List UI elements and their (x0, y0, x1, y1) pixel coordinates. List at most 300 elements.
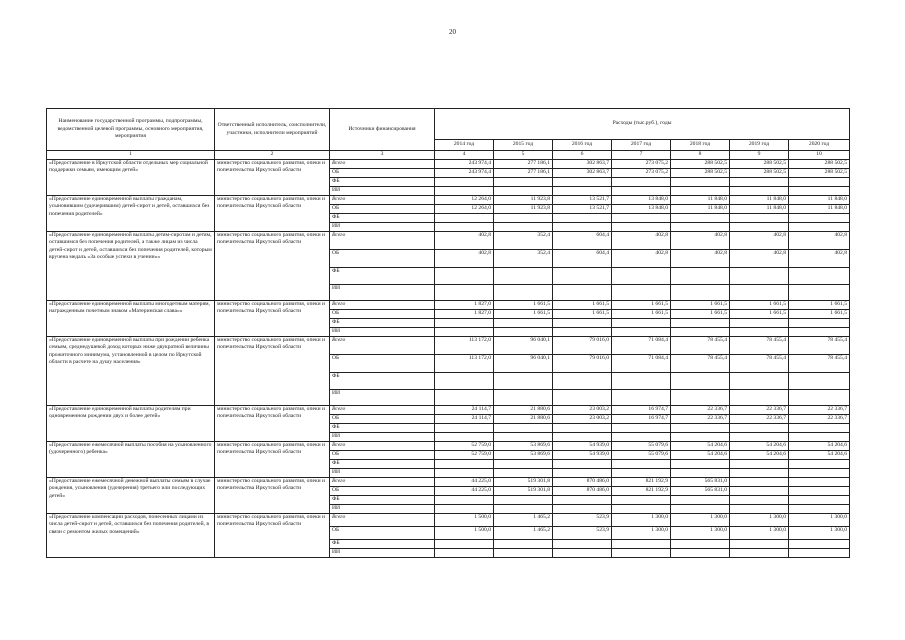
executor: министерство социального развития, опеки и попечительства Иркутской области (215, 513, 330, 557)
amount-cell (789, 423, 850, 432)
table-row (47, 231, 850, 249)
table-row (47, 513, 850, 526)
amount-cell (730, 486, 789, 495)
amount-cell: 22 336,7 (789, 414, 850, 423)
amount-cell (553, 327, 612, 336)
amount-cell (730, 284, 789, 300)
amount-cell: 1 661,5 (789, 300, 850, 309)
amount-cell: 352,4 (494, 249, 553, 267)
amount-cell: 12 264,0 (435, 204, 494, 213)
column-number: 6 (553, 151, 612, 160)
funding-source: ИИ (330, 284, 435, 300)
funding-source: ОБ (330, 249, 435, 267)
header-year: 2015 год (494, 140, 553, 151)
table-row (47, 336, 850, 354)
header-year: 2017 год (612, 140, 671, 151)
amount-cell (494, 432, 553, 441)
amount-cell: 1 500,0 (435, 513, 494, 526)
amount-cell (494, 504, 553, 513)
amount-cell (789, 495, 850, 504)
amount-cell (435, 186, 494, 195)
funding-source: ОБ (330, 526, 435, 539)
funding-source: ФБ (330, 267, 435, 284)
funding-source: Всего (330, 195, 435, 204)
amount-cell: 1 500,0 (435, 526, 494, 539)
amount-cell: 1 661,5 (553, 309, 612, 318)
amount-cell: 11 848,0 (671, 195, 730, 204)
amount-cell (494, 318, 553, 327)
amount-cell: 1 300,0 (730, 513, 789, 526)
amount-cell (730, 327, 789, 336)
amount-cell (612, 423, 671, 432)
amount-cell (494, 495, 553, 504)
amount-cell (671, 504, 730, 513)
amount-cell (671, 459, 730, 468)
amount-cell (671, 327, 730, 336)
amount-cell (789, 477, 850, 486)
amount-cell: 78 455,4 (671, 336, 730, 354)
amount-cell (612, 267, 671, 284)
amount-cell: 1 465,2 (494, 526, 553, 539)
header-expenses: Расходы (тыс.руб.), годы (435, 109, 850, 140)
amount-cell (789, 468, 850, 477)
amount-cell: 519 301,8 (494, 486, 553, 495)
funding-source: ИИ (330, 389, 435, 405)
amount-cell (612, 504, 671, 513)
amount-cell (671, 495, 730, 504)
amount-cell: 1 300,0 (612, 526, 671, 539)
amount-cell (553, 548, 612, 557)
amount-cell (789, 318, 850, 327)
amount-cell: 78 455,4 (671, 354, 730, 372)
column-number: 10 (789, 151, 850, 160)
amount-cell (671, 548, 730, 557)
amount-cell: 1 827,0 (435, 309, 494, 318)
amount-cell: 1 661,5 (730, 309, 789, 318)
amount-cell: 13 848,0 (612, 204, 671, 213)
amount-cell: 1 300,0 (730, 526, 789, 539)
financing-table (46, 108, 850, 558)
executor: министерство социального развития, опеки и попечительства Иркутской области (215, 300, 330, 336)
amount-cell: 1 300,0 (612, 513, 671, 526)
amount-cell: 1 300,0 (789, 526, 850, 539)
funding-source: ФБ (330, 423, 435, 432)
amount-cell: 54 204,6 (730, 441, 789, 450)
amount-cell (435, 423, 494, 432)
amount-cell: 273 075,2 (612, 168, 671, 177)
amount-cell (612, 389, 671, 405)
amount-cell: 52 759,0 (435, 450, 494, 459)
amount-cell (435, 284, 494, 300)
amount-cell: 22 336,7 (671, 405, 730, 414)
amount-cell (435, 267, 494, 284)
funding-source: ФБ (330, 177, 435, 186)
amount-cell: 71 084,4 (612, 336, 671, 354)
amount-cell: 402,8 (789, 231, 850, 249)
amount-cell (671, 284, 730, 300)
amount-cell: 288 502,5 (671, 168, 730, 177)
amount-cell (612, 495, 671, 504)
amount-cell: 277 186,1 (494, 168, 553, 177)
amount-cell (494, 389, 553, 405)
amount-cell (730, 186, 789, 195)
amount-cell (435, 468, 494, 477)
funding-source: Всего (330, 405, 435, 414)
amount-cell: 23 003,2 (553, 414, 612, 423)
program-name: «Предоставление единовременной выплаты гражданам, усыновившим (удочерившим) детей-сирот и детей, оставшихся без попечения родителей» (47, 195, 215, 231)
amount-cell (494, 267, 553, 284)
amount-cell (730, 267, 789, 284)
amount-cell (612, 468, 671, 477)
amount-cell (671, 318, 730, 327)
executor: министерство социального развития, опеки и попечительства Иркутской области (215, 195, 330, 231)
amount-cell: 113 172,0 (435, 336, 494, 354)
amount-cell (435, 318, 494, 327)
amount-cell (789, 222, 850, 231)
amount-cell: 821 192,9 (612, 486, 671, 495)
amount-cell: 16 974,7 (612, 414, 671, 423)
amount-cell: 1 300,0 (789, 513, 850, 526)
amount-cell (671, 177, 730, 186)
funding-source: ФБ (330, 372, 435, 389)
amount-cell (435, 495, 494, 504)
amount-cell (671, 432, 730, 441)
funding-source: ИИ (330, 222, 435, 231)
amount-cell (730, 539, 789, 548)
funding-source: ИИ (330, 432, 435, 441)
table-row (47, 195, 850, 204)
funding-source: ИИ (330, 186, 435, 195)
amount-cell: 604,4 (553, 249, 612, 267)
amount-cell (671, 267, 730, 284)
amount-cell: 11 848,0 (789, 204, 850, 213)
amount-cell (671, 372, 730, 389)
amount-cell (435, 548, 494, 557)
executor: министерство социального развития, опеки и попечительства Иркутской области (215, 405, 330, 441)
amount-cell: 13 521,7 (553, 195, 612, 204)
column-number: 7 (612, 151, 671, 160)
amount-cell: 1 465,2 (494, 513, 553, 526)
amount-cell (553, 222, 612, 231)
amount-cell (789, 186, 850, 195)
amount-cell: 519 301,8 (494, 477, 553, 486)
amount-cell: 24 114,7 (435, 405, 494, 414)
amount-cell: 243 974,4 (435, 159, 494, 168)
amount-cell (435, 327, 494, 336)
amount-cell (553, 186, 612, 195)
amount-cell: 54 204,6 (671, 450, 730, 459)
amount-cell (612, 539, 671, 548)
amount-cell (494, 222, 553, 231)
funding-source: ОБ (330, 204, 435, 213)
amount-cell (494, 372, 553, 389)
amount-cell (612, 222, 671, 231)
column-number: 4 (435, 151, 494, 160)
amount-cell: 1 661,5 (671, 309, 730, 318)
amount-cell: 1 300,0 (671, 513, 730, 526)
amount-cell (435, 459, 494, 468)
amount-cell (553, 432, 612, 441)
header-year: 2019 год (730, 140, 789, 151)
amount-cell (435, 504, 494, 513)
funding-source: ОБ (330, 168, 435, 177)
amount-cell (789, 284, 850, 300)
program-name: «Предоставление единовременной выплаты детям-сиротам и детям, оставшимся без попечения родителей, а также лицам из числа детей-сирот и детей, оставшихся без попечения родителей, которым вручена медаль «За особые успехи в учении»» (47, 231, 215, 300)
amount-cell (435, 539, 494, 548)
amount-cell: 604,4 (553, 231, 612, 249)
amount-cell (789, 432, 850, 441)
amount-cell: 523,9 (553, 526, 612, 539)
amount-cell: 402,8 (671, 249, 730, 267)
header-program: Наименование государственной программы, подпрограммы, ведомственной целевой программы, основного мероприятия, мероприятия (47, 109, 215, 151)
amount-cell (612, 213, 671, 222)
amount-cell: 1 661,5 (494, 300, 553, 309)
amount-cell: 53 869,6 (494, 450, 553, 459)
amount-cell (553, 318, 612, 327)
amount-cell (494, 327, 553, 336)
table-row (47, 159, 850, 168)
column-number: 8 (671, 151, 730, 160)
amount-cell: 1 661,5 (789, 309, 850, 318)
amount-cell: 870 486,0 (553, 486, 612, 495)
executor: министерство социального развития, опеки и попечительства Иркутской области (215, 159, 330, 195)
amount-cell: 11 848,0 (730, 204, 789, 213)
amount-cell: 79 016,0 (553, 336, 612, 354)
amount-cell (553, 495, 612, 504)
amount-cell (553, 459, 612, 468)
amount-cell (612, 186, 671, 195)
amount-cell: 302 863,7 (553, 168, 612, 177)
amount-cell: 288 502,5 (730, 168, 789, 177)
page-number: 20 (449, 28, 456, 36)
amount-cell (789, 177, 850, 186)
amount-cell (730, 548, 789, 557)
amount-cell (730, 468, 789, 477)
amount-cell: 44 225,0 (435, 486, 494, 495)
amount-cell: 44 225,0 (435, 477, 494, 486)
amount-cell (671, 468, 730, 477)
header-year: 2020 год (789, 140, 850, 151)
funding-source: Всего (330, 300, 435, 309)
program-name: «Предоставление в Иркутской области отдельных мер социальной поддержки семьям, имеющим детей» (47, 159, 215, 195)
amount-cell: 22 336,7 (671, 414, 730, 423)
amount-cell: 870 486,0 (553, 477, 612, 486)
amount-cell (730, 177, 789, 186)
amount-cell: 1 661,5 (730, 300, 789, 309)
funding-source: ИИ (330, 468, 435, 477)
program-name: «Предоставление единовременной выплаты при рождении ребенка семьям, среднедушевой доход которых ниже двукратной величины прожиточного минимума, установленной в целом по Иркутской области в расчете на душу населения» (47, 336, 215, 405)
amount-cell: 288 502,5 (671, 159, 730, 168)
table-row (47, 405, 850, 414)
amount-cell: 402,8 (612, 249, 671, 267)
amount-cell: 11 923,8 (494, 195, 553, 204)
amount-cell (612, 284, 671, 300)
amount-cell (494, 284, 553, 300)
amount-cell: 78 455,4 (789, 354, 850, 372)
amount-cell: 54 204,6 (789, 450, 850, 459)
amount-cell (671, 222, 730, 231)
amount-cell (553, 213, 612, 222)
funding-source: Всего (330, 477, 435, 486)
amount-cell (553, 267, 612, 284)
amount-cell (730, 372, 789, 389)
amount-cell: 96 040,1 (494, 354, 553, 372)
amount-cell: 55 079,6 (612, 441, 671, 450)
amount-cell (730, 222, 789, 231)
amount-cell: 288 502,5 (730, 159, 789, 168)
amount-cell (730, 432, 789, 441)
amount-cell (494, 177, 553, 186)
amount-cell: 78 455,4 (730, 354, 789, 372)
amount-cell (671, 423, 730, 432)
header-year: 2018 год (671, 140, 730, 151)
amount-cell: 23 003,2 (553, 405, 612, 414)
amount-cell: 24 114,7 (435, 414, 494, 423)
funding-source: ОБ (330, 414, 435, 423)
amount-cell: 288 502,5 (789, 159, 850, 168)
amount-cell: 1 661,5 (671, 300, 730, 309)
funding-source: ФБ (330, 318, 435, 327)
program-name: «Предоставление компенсации расходов, понесенных лицами из числа детей-сирот и детей, оставшихся без попечения родителей, в связи с ремонтом жилых помещений» (47, 513, 215, 557)
amount-cell (435, 222, 494, 231)
program-name: «Предоставление единовременной выплаты многодетным матерям, награжденным почетным знаком «Материнская слава»» (47, 300, 215, 336)
amount-cell (671, 213, 730, 222)
amount-cell (730, 495, 789, 504)
program-name: «Предоставление единовременной выплаты родителям при одновременном рождении двух и более детей» (47, 405, 215, 441)
amount-cell: 78 455,4 (730, 336, 789, 354)
amount-cell: 11 848,0 (730, 195, 789, 204)
amount-cell (553, 372, 612, 389)
funding-source: Всего (330, 231, 435, 249)
funding-source: ИИ (330, 548, 435, 557)
amount-cell: 16 974,7 (612, 405, 671, 414)
amount-cell: 13 848,0 (612, 195, 671, 204)
amount-cell (435, 432, 494, 441)
header-year: 2016 год (553, 140, 612, 151)
amount-cell: 523,9 (553, 513, 612, 526)
amount-cell (435, 177, 494, 186)
amount-cell (789, 539, 850, 548)
amount-cell: 277 186,1 (494, 159, 553, 168)
amount-cell: 402,8 (612, 231, 671, 249)
amount-cell (671, 186, 730, 195)
amount-cell (671, 389, 730, 405)
amount-cell (789, 213, 850, 222)
funding-source: ФБ (330, 539, 435, 548)
funding-source: Всего (330, 513, 435, 526)
funding-source: ОБ (330, 486, 435, 495)
amount-cell (435, 389, 494, 405)
amount-cell: 1 661,5 (553, 300, 612, 309)
amount-cell (612, 432, 671, 441)
amount-cell (789, 548, 850, 557)
amount-cell (789, 327, 850, 336)
amount-cell (789, 486, 850, 495)
amount-cell: 1 300,0 (671, 526, 730, 539)
amount-cell: 113 172,0 (435, 354, 494, 372)
amount-cell (730, 318, 789, 327)
amount-cell: 22 336,7 (730, 414, 789, 423)
amount-cell: 288 502,5 (789, 168, 850, 177)
amount-cell (612, 318, 671, 327)
amount-cell: 565 831,0 (671, 486, 730, 495)
amount-cell: 78 455,4 (789, 336, 850, 354)
table-row (47, 441, 850, 450)
amount-cell: 1 661,5 (612, 300, 671, 309)
amount-cell: 52 759,0 (435, 441, 494, 450)
program-name: «Предоставление ежемесячной выплаты пособия на усыновленного (удочеренного) ребенка» (47, 441, 215, 477)
amount-cell (494, 213, 553, 222)
amount-cell (789, 459, 850, 468)
amount-cell: 1 661,5 (612, 309, 671, 318)
table-body (47, 159, 850, 557)
program-name: «Предоставление ежемесячной денежной выплаты семьям в случае рождения, усыновления (удочерения) третьего или последующих детей» (47, 477, 215, 513)
amount-cell (612, 372, 671, 389)
funding-source: ОБ (330, 354, 435, 372)
amount-cell (789, 389, 850, 405)
amount-cell: 402,8 (435, 231, 494, 249)
amount-cell (612, 327, 671, 336)
amount-cell: 96 040,1 (494, 336, 553, 354)
header-executor: Ответственный исполнитель, соисполнители, участники, исполнители мероприятий (215, 109, 330, 151)
amount-cell: 821 192,9 (612, 477, 671, 486)
amount-cell: 565 831,0 (671, 477, 730, 486)
amount-cell: 11 923,8 (494, 204, 553, 213)
amount-cell (553, 504, 612, 513)
column-number: 9 (730, 151, 789, 160)
executor: министерство социального развития, опеки и попечительства Иркутской области (215, 477, 330, 513)
column-number: 2 (215, 151, 330, 160)
column-number: 1 (47, 151, 215, 160)
header-source: Источники финансирования (330, 109, 435, 151)
amount-cell (789, 267, 850, 284)
funding-source: ИИ (330, 504, 435, 513)
amount-cell (789, 372, 850, 389)
amount-cell (730, 389, 789, 405)
amount-cell (494, 459, 553, 468)
amount-cell: 402,8 (730, 231, 789, 249)
amount-cell (730, 459, 789, 468)
amount-cell: 54 204,6 (671, 441, 730, 450)
amount-cell (730, 423, 789, 432)
amount-cell: 21 880,6 (494, 405, 553, 414)
funding-source: Всего (330, 441, 435, 450)
amount-cell: 243 974,4 (435, 168, 494, 177)
amount-cell: 53 869,6 (494, 441, 553, 450)
amount-cell: 11 848,0 (671, 204, 730, 213)
amount-cell (730, 477, 789, 486)
amount-cell (494, 468, 553, 477)
amount-cell: 21 880,6 (494, 414, 553, 423)
amount-cell: 55 079,6 (612, 450, 671, 459)
amount-cell (612, 548, 671, 557)
amount-cell: 54 204,6 (730, 450, 789, 459)
amount-cell: 1 661,5 (494, 309, 553, 318)
amount-cell: 54 204,6 (789, 441, 850, 450)
amount-cell (612, 177, 671, 186)
executor: министерство социального развития, опеки и попечительства Иркутской области (215, 441, 330, 477)
amount-cell: 352,4 (494, 231, 553, 249)
amount-cell (553, 539, 612, 548)
executor: министерство социального развития, опеки и попечительства Иркутской области (215, 336, 330, 405)
funding-source: Всего (330, 336, 435, 354)
amount-cell: 273 075,2 (612, 159, 671, 168)
header-year: 2014 год (435, 140, 494, 151)
amount-cell (435, 213, 494, 222)
amount-cell: 12 264,0 (435, 195, 494, 204)
funding-source: ФБ (330, 213, 435, 222)
amount-cell: 402,8 (730, 249, 789, 267)
